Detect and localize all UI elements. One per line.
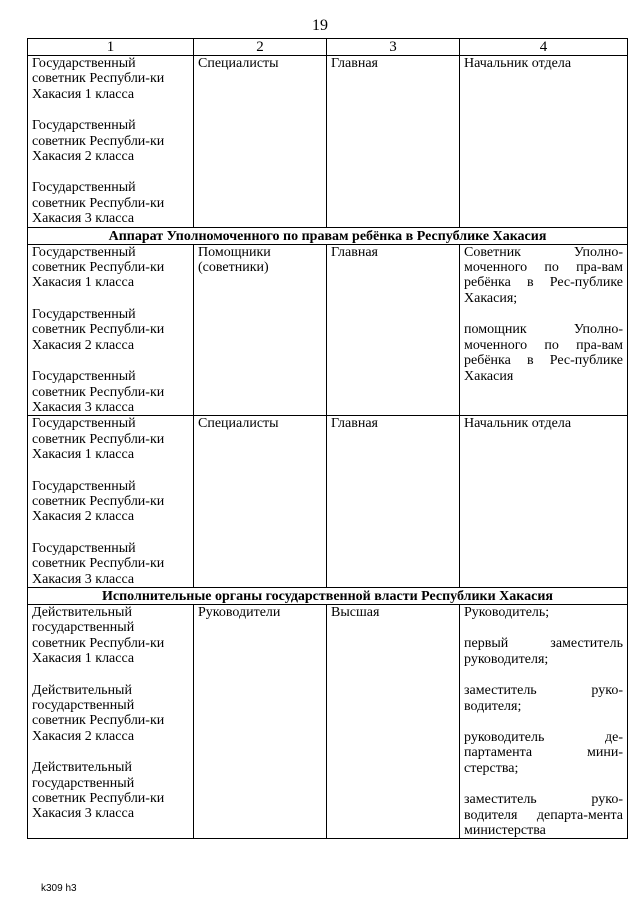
table-row — [28, 416, 628, 588]
position-text: руководитель де-партамента мини-стерства; — [464, 730, 623, 776]
category-cell: Руководители — [194, 604, 327, 838]
position-text: первый заместитель руководителя; — [464, 636, 623, 667]
table-body — [28, 39, 628, 839]
position-text: заместитель руко-водителя; — [464, 683, 623, 714]
position-text: Руководитель; — [464, 604, 550, 620]
position-text: помощник Уполно-моченного по пра-вам ребёнка в Рес-публике Хакасия — [464, 322, 623, 384]
section-title: Исполнительные органы государственной власти Республики Хакасия — [28, 587, 628, 604]
position-cell — [460, 604, 628, 838]
class-rank-text: Государственный советник Республи-ки Хакасия 3 класса — [32, 369, 165, 415]
class-rank-text: Государственный советник Республи-ки Хакасия 3 класса — [32, 540, 165, 587]
class-rank-text: Государственный советник Республи-ки Хакасия 2 класса — [32, 306, 165, 353]
position-text: Начальник отдела — [464, 56, 572, 71]
document-table — [27, 38, 628, 839]
table-row — [28, 604, 628, 838]
header-col-1: 1 — [28, 39, 194, 56]
class-rank-cell — [28, 416, 194, 588]
header-col-3: 3 — [327, 39, 460, 56]
category-cell: Специалисты — [194, 416, 327, 588]
table-row — [28, 244, 628, 416]
class-rank-cell — [28, 244, 194, 416]
section-header-row — [28, 587, 628, 604]
class-rank-text: Действительный государственный советник Республи-ки Хакасия 1 класса — [32, 604, 165, 667]
class-rank-cell — [28, 604, 194, 838]
class-rank-text: Государственный советник Республи-ки Хакасия 3 класса — [32, 180, 165, 227]
group-cell: Главная — [327, 56, 460, 228]
group-cell: Главная — [327, 244, 460, 416]
category-cell: Помощники (советники) — [194, 244, 327, 416]
position-text: заместитель руко-водителя департа-мента министерства — [464, 792, 623, 839]
category-cell: Специалисты — [194, 56, 327, 228]
class-rank-text: Государственный советник Республи-ки Хакасия 1 класса — [32, 416, 165, 463]
class-rank-text: Государственный советник Республи-ки Хакасия 2 класса — [32, 118, 165, 165]
position-text: Начальник отдела — [464, 416, 572, 432]
class-rank-cell — [28, 56, 194, 228]
group-cell: Главная — [327, 416, 460, 588]
table-row — [28, 56, 628, 228]
position-cell — [460, 244, 628, 416]
footer-code: k309 h3 — [41, 883, 77, 894]
position-cell — [460, 416, 628, 588]
header-col-2: 2 — [194, 39, 327, 56]
class-rank-text: Действительный государственный советник Республи-ки Хакасия 2 класса — [32, 682, 165, 744]
class-rank-text: Государственный советник Республи-ки Хакасия 1 класса — [32, 56, 165, 102]
class-rank-text: Действительный государственный советник Республи-ки Хакасия 3 класса — [32, 760, 165, 822]
class-rank-text: Государственный советник Республи-ки Хакасия 2 класса — [32, 478, 165, 525]
section-title: Аппарат Уполномоченного по правам ребёнка в Республике Хакасия — [28, 227, 628, 244]
header-row — [28, 39, 628, 56]
section-header-row — [28, 227, 628, 244]
header-col-4: 4 — [460, 39, 628, 56]
position-cell — [460, 56, 628, 228]
page-number: 19 — [312, 17, 328, 34]
position-text: Советник Уполно-моченного по пра-вам ребёнка в Рес-публике Хакасия; — [464, 244, 623, 306]
class-rank-text: Государственный советник Республи-ки Хакасия 1 класса — [32, 244, 165, 291]
group-cell: Высшая — [327, 604, 460, 838]
